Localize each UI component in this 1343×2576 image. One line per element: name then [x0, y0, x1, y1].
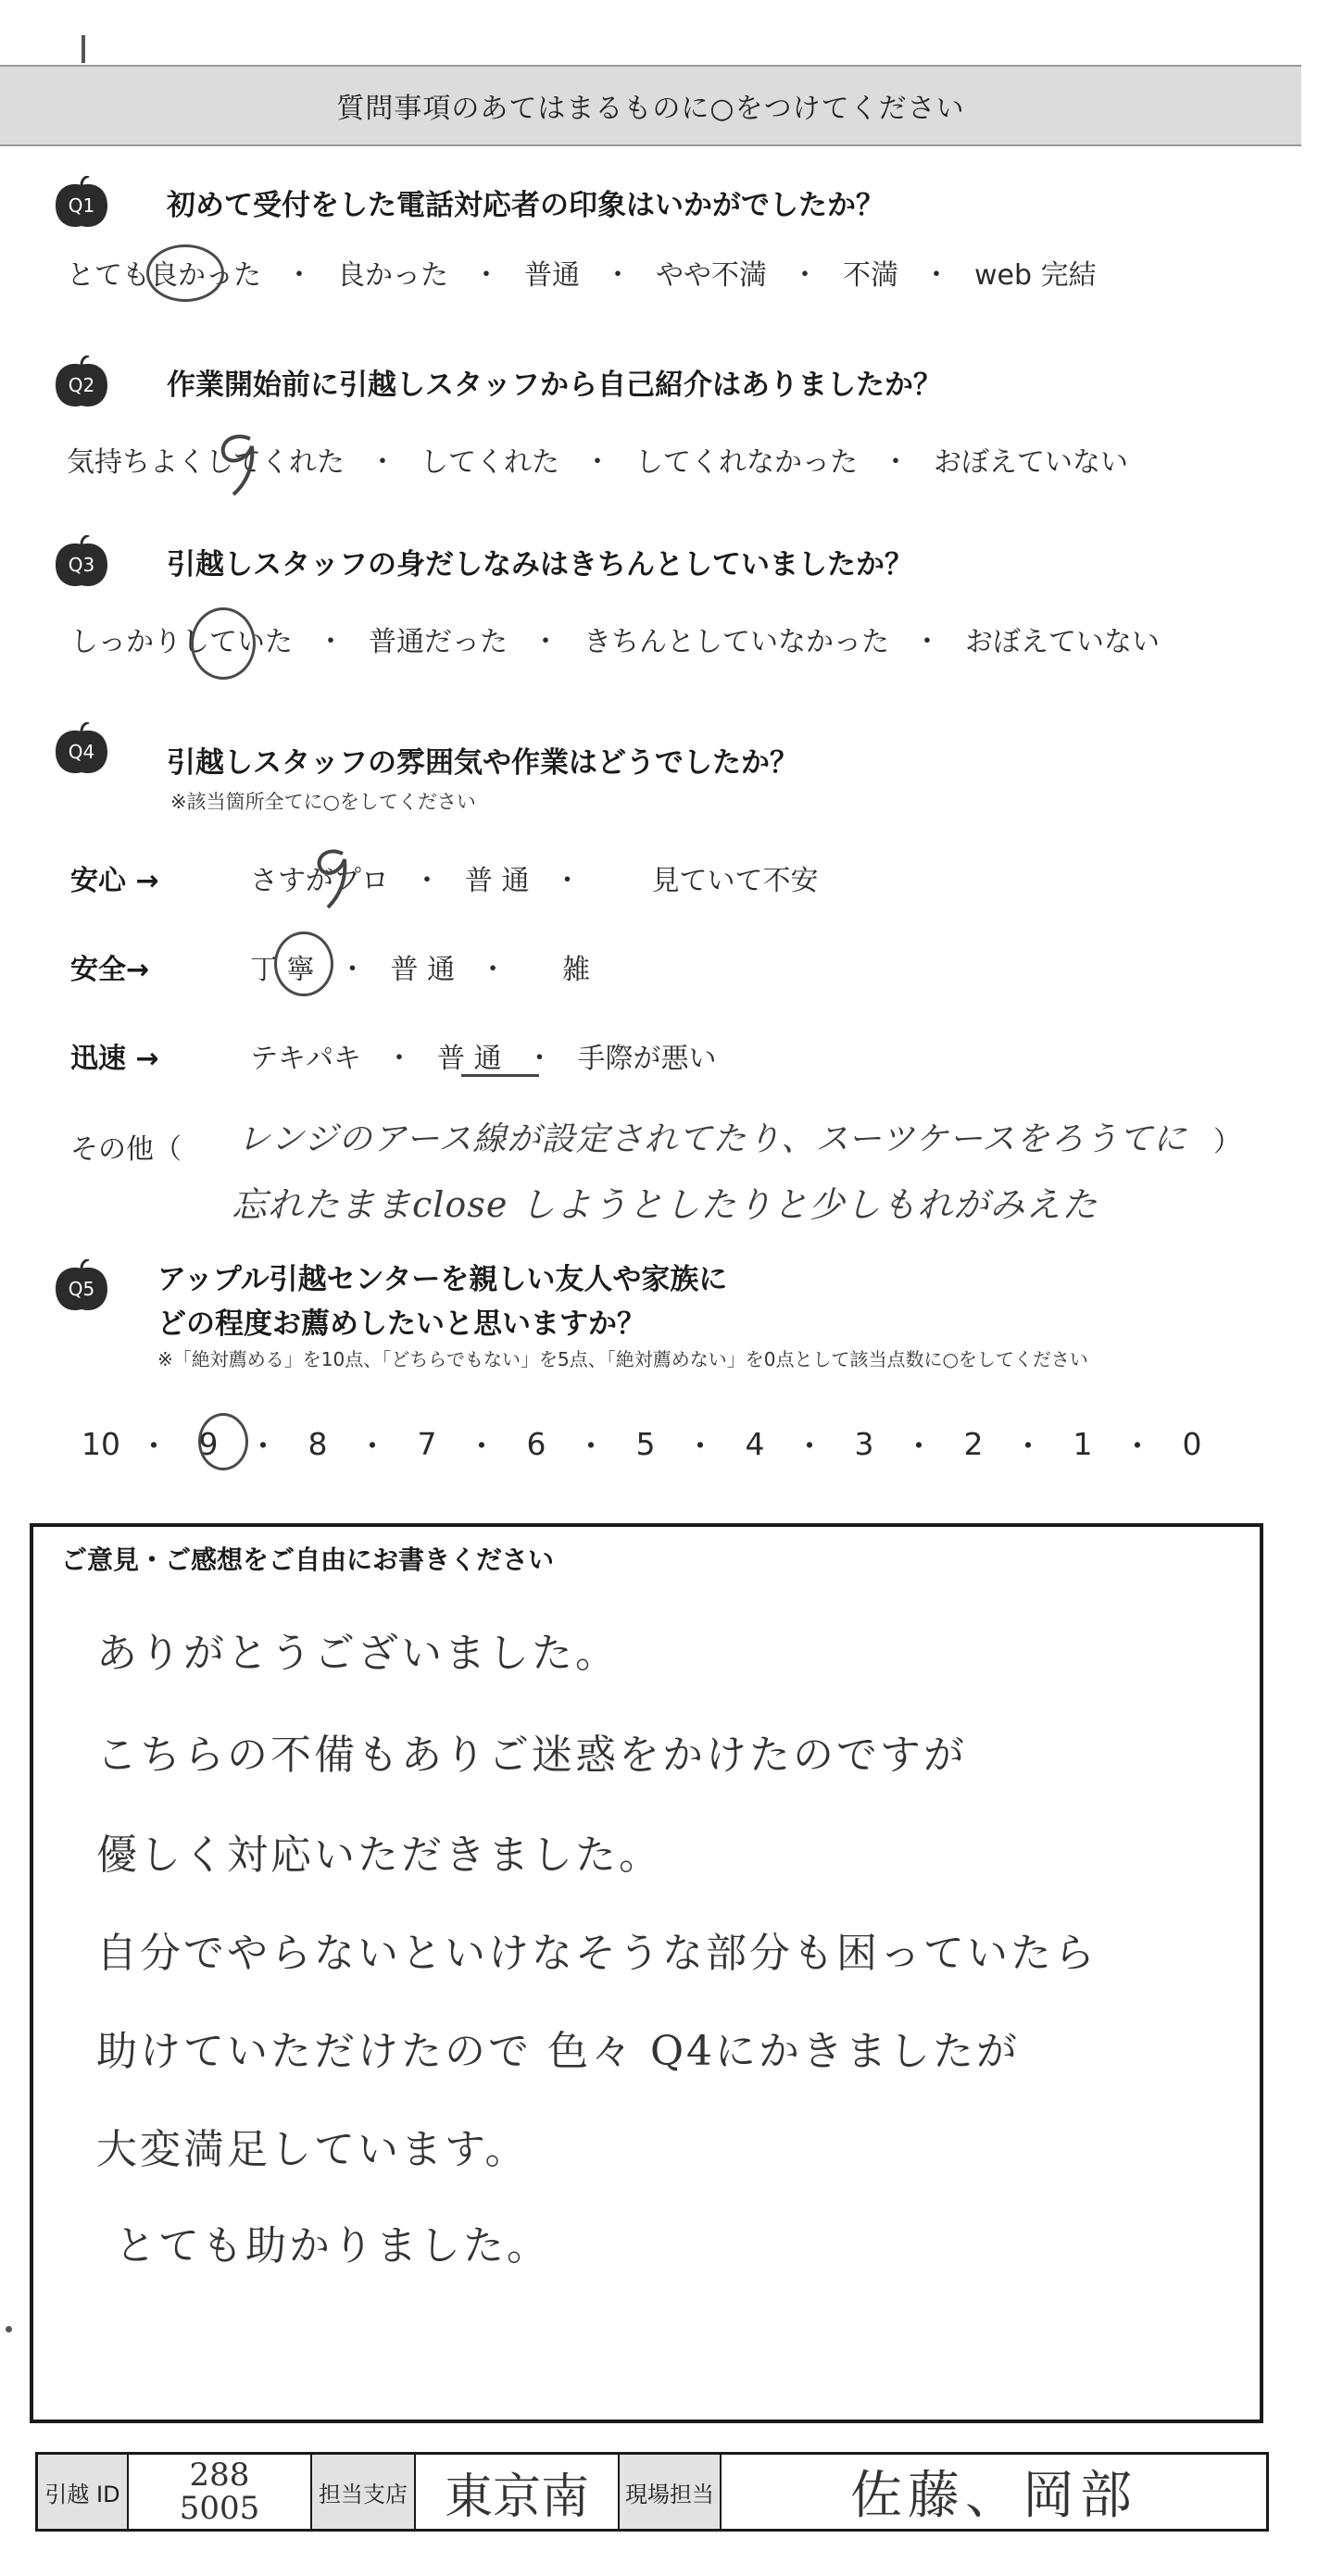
- q1-selection-circle: [146, 244, 224, 302]
- margin-tick-top: [82, 35, 85, 63]
- q4-other-line-1: レンジのアース線が設定されてたり、スーツケースをろうてに: [237, 1120, 1187, 1158]
- q4-other-label-text: その他: [70, 1133, 154, 1166]
- q3-option-2[interactable]: 普通だった: [369, 626, 508, 658]
- q4-anzen-selection-circle: [274, 932, 333, 996]
- q4-row-anshin-label: 安心 →: [70, 865, 159, 897]
- q4-jinsoku-option-1[interactable]: テキパキ: [250, 1043, 361, 1075]
- q4-note: ※該当箇所全てに○をしてください: [170, 791, 476, 813]
- instruction-header: [0, 65, 1301, 146]
- q3-badge: [52, 535, 111, 589]
- q1-option-2[interactable]: 良かった: [337, 259, 448, 292]
- q1-option-4[interactable]: やや不満: [656, 259, 767, 292]
- q1-badge: [52, 176, 111, 230]
- separator: ・: [604, 259, 632, 292]
- separator: ・: [247, 1428, 279, 1464]
- move-id-label: 引越 ID: [38, 2455, 129, 2529]
- q4-anzen-option-2[interactable]: 普 通: [390, 954, 456, 986]
- q4-jinsoku-option-3[interactable]: 手際が悪い: [577, 1043, 717, 1075]
- apple-badge-icon: [52, 356, 111, 411]
- q4-other-paren-open: （: [154, 1133, 182, 1166]
- separator: ・: [1012, 1428, 1044, 1464]
- q1-option-6[interactable]: web 完結: [974, 259, 1097, 292]
- move-id-value[interactable]: [129, 2455, 312, 2529]
- comment-line-4: 自分でやらないといけなそうな部分も困っていたら: [96, 1930, 1098, 1977]
- comments-box[interactable]: [30, 1523, 1263, 2423]
- q3-option-4[interactable]: おぼえていない: [965, 626, 1160, 658]
- q3-selection-circle: [191, 607, 256, 680]
- q5-scale: [82, 1422, 1210, 1466]
- q4-other-label: [70, 1126, 182, 1167]
- separator: ・: [923, 259, 950, 292]
- q4-other-paren-close: ）: [1213, 1126, 1241, 1158]
- staff-value[interactable]: 佐藤、岡部: [850, 2466, 1137, 2526]
- separator: ・: [138, 1428, 169, 1464]
- separator: ・: [532, 626, 559, 658]
- branch-value[interactable]: 東京南: [416, 2455, 620, 2529]
- separator: ・: [882, 446, 910, 479]
- q4-question: 引越しスタッフの雰囲気や作業はどうでしたか？: [167, 746, 798, 780]
- comment-line-5: 助けていただけたので 色々 Q4にかきましたが: [96, 2028, 1021, 2075]
- q4-jinsoku-option-2[interactable]: 普 通: [437, 1043, 502, 1075]
- q4-anshin-option-2[interactable]: 普 通: [465, 865, 530, 897]
- q5-score-0[interactable]: 0: [1182, 1426, 1202, 1462]
- q4-row-anzen-label: 安全→: [70, 954, 150, 986]
- q5-score-1[interactable]: 1: [1073, 1426, 1093, 1462]
- q3-option-3[interactable]: きちんとしていなかった: [584, 626, 889, 658]
- q4-anzen-option-3[interactable]: 雑: [562, 954, 591, 986]
- apple-badge-icon: [52, 535, 111, 591]
- q2-option-4[interactable]: おぼえていない: [934, 446, 1128, 479]
- q2-question: 作業開始前に引越しスタッフから自己紹介はありましたか？: [167, 369, 942, 402]
- comment-line-6: 大変満足しています。: [96, 2126, 529, 2173]
- comments-title: ご意見・ご感想をご自由にお書きください: [61, 1544, 555, 1575]
- comment-line-2: こちらの不備もありご迷惑をかけたのですが: [96, 1732, 967, 1779]
- q4-badge-label: Q4: [68, 741, 95, 763]
- footer-table: [35, 2452, 1269, 2532]
- separator: ・: [525, 1043, 554, 1075]
- q5-score-7[interactable]: 7: [417, 1426, 437, 1462]
- separator: ・: [794, 1428, 825, 1464]
- q4-jinsoku-selection-underline: [461, 1074, 539, 1077]
- q2-selection-mark: [206, 426, 270, 500]
- q2-badge: [52, 356, 111, 409]
- q5-badge-label: Q5: [68, 1278, 95, 1300]
- q2-badge-label: Q2: [68, 374, 95, 396]
- separator: ・: [903, 1428, 935, 1464]
- move-id-line-2: 5005: [179, 2490, 260, 2527]
- q5-note: ※「絶対薦める」を10点、「どちらでもない」を5点、「絶対薦めない」を0点として該当点数に○をしてください: [157, 1348, 1088, 1370]
- instruction-title: 質問事項のあてはまるものに○をつけてください: [336, 93, 965, 125]
- separator: ・: [553, 865, 582, 897]
- q3-badge-label: Q3: [68, 554, 95, 576]
- q4-row-jinsoku-options: [250, 1035, 717, 1076]
- q1-question: 初めて受付をした電話対応者の印象はいかがでしたか？: [167, 189, 885, 222]
- q5-question-line-2: どの程度お薦めしたいと思いますか？: [157, 1307, 646, 1341]
- separator: ・: [584, 446, 611, 479]
- separator: ・: [369, 446, 396, 479]
- separator: ・: [472, 259, 500, 292]
- separator: ・: [479, 954, 508, 986]
- q1-option-5[interactable]: 不満: [843, 259, 898, 292]
- separator: ・: [575, 1428, 607, 1464]
- q5-score-10[interactable]: 10: [82, 1426, 120, 1462]
- separator: ・: [913, 626, 941, 658]
- apple-badge-icon: [52, 722, 111, 778]
- separator: ・: [385, 1043, 413, 1075]
- q5-score-6[interactable]: 6: [526, 1426, 546, 1462]
- separator: ・: [317, 626, 345, 658]
- separator: ・: [684, 1428, 716, 1464]
- separator: ・: [1122, 1428, 1153, 1464]
- apple-badge-icon: [52, 176, 111, 231]
- separator: ・: [285, 259, 313, 292]
- separator: ・: [338, 954, 367, 986]
- q4-anshin-option-3[interactable]: 見ていて不安: [651, 865, 819, 897]
- separator: ・: [357, 1428, 388, 1464]
- separator: ・: [466, 1428, 497, 1464]
- q4-anshin-selection-mark: [306, 841, 361, 915]
- branch-label: 担当支店: [312, 2455, 416, 2529]
- q5-score-4[interactable]: 4: [745, 1426, 765, 1462]
- q1-option-3[interactable]: 普通: [524, 259, 580, 292]
- q5-badge: [52, 1259, 111, 1313]
- q1-option-1[interactable]: とても良かった: [67, 259, 261, 292]
- q5-score-3[interactable]: 3: [854, 1426, 874, 1462]
- q1-badge-label: Q1: [68, 194, 95, 217]
- q3-option-1[interactable]: しっかりしていた: [70, 626, 293, 658]
- comment-line-1: ありがとうございました。: [96, 1630, 619, 1677]
- move-id-line-1: 288: [189, 2457, 250, 2494]
- q4-anshin-option-1[interactable]: さすがプロ: [250, 865, 389, 897]
- q5-score-5[interactable]: 5: [635, 1426, 656, 1462]
- q5-question-line-1: アップル引越センターを親しい友人や家族に: [157, 1263, 728, 1296]
- q2-option-3[interactable]: してくれなかった: [635, 446, 858, 479]
- apple-badge-icon: [52, 1259, 111, 1315]
- q5-score-8[interactable]: 8: [308, 1426, 328, 1462]
- q5-selection-circle: [198, 1413, 248, 1470]
- q3-question: 引越しスタッフの身だしなみはきちんとしていましたか？: [167, 548, 913, 581]
- q4-anzen-option-1[interactable]: 丁 寧: [250, 954, 315, 986]
- comment-line-3: 優しく対応いただきました。: [96, 1832, 662, 1879]
- margin-dot: [6, 2326, 12, 2332]
- q4-badge: [52, 722, 111, 776]
- comment-line-7: とても助かりました。: [115, 2222, 550, 2270]
- q4-other-line-2: 忘れたままclose しようとしたりと少しもれがみえた: [232, 1184, 1098, 1225]
- separator: ・: [413, 865, 441, 897]
- q2-option-1[interactable]: 気持ちよくしてくれた: [67, 446, 345, 479]
- q5-score-2[interactable]: 2: [963, 1426, 984, 1462]
- q5-score-9[interactable]: 9: [198, 1426, 219, 1462]
- separator: ・: [791, 259, 819, 292]
- staff-label: 現場担当: [620, 2455, 722, 2529]
- q2-option-2[interactable]: してくれた: [420, 446, 559, 479]
- q4-row-jinsoku-label: 迅速 →: [70, 1043, 159, 1075]
